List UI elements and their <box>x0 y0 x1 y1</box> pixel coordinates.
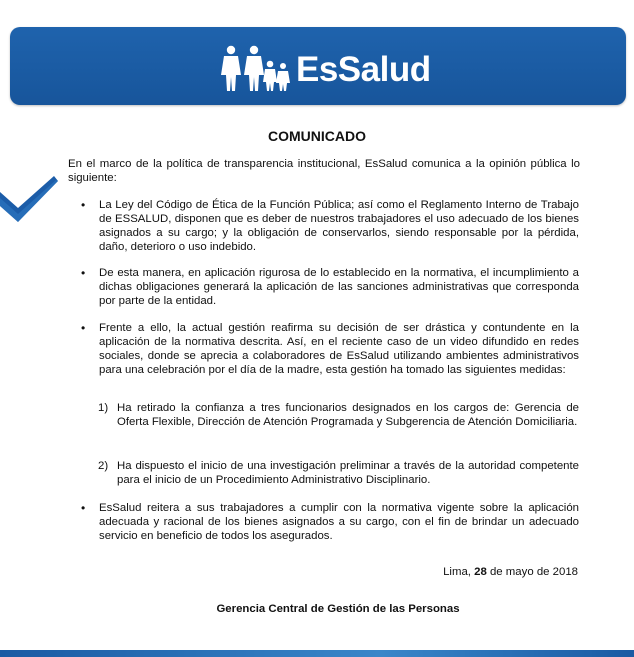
signature: Gerencia Central de Gestión de las Personas <box>216 603 460 615</box>
intro-paragraph: En el marco de la política de transparencia institucional, EsSalud comunica a la opinión pública lo siguiente: <box>68 158 580 184</box>
document-date <box>443 566 578 578</box>
bullet-marker: • <box>81 501 86 515</box>
bullet-marker: • <box>81 198 86 212</box>
date-suffix: de mayo de 2018 <box>486 566 578 578</box>
bullet-marker: • <box>81 321 86 335</box>
measure-number-1: 1) <box>98 402 109 414</box>
brand-name: EsSalud <box>296 50 431 89</box>
measure-item-2: Ha dispuesto el inicio de una investigación preliminar a través de la autoridad competente para el inicio de un Procedimiento Administrativo Disciplinario. <box>117 460 579 486</box>
checkmark-icon <box>0 172 60 228</box>
family-icon <box>220 45 292 91</box>
date-prefix: Lima, <box>443 566 475 578</box>
bullet-marker: • <box>81 266 86 280</box>
bullet-item-2: De esta manera, en aplicación rigurosa de lo establecido en la normativa, el incumplimiento a dichas obligaciones generará la aplicación de las sanciones administrativas que corresponda por parte de la entidad. <box>99 267 579 307</box>
bullet-item-1: La Ley del Código de Ética de la Función Pública; así como el Reglamento Interno de Trabajo de ESSALUD, disponen que es deber de nuestros trabajadores el uso adecuado de los bienes asignados a su cargo; y la obligación de conservarlos, siendo responsable por la pérdida, daño, deterioro o uso indebido. <box>99 199 579 253</box>
footer-bar <box>0 650 634 657</box>
measure-item-1: Ha retirado la confianza a tres funcionarios designados en los cargos de: Gerencia de Oferta Flexible, Dirección de Atención Programada y Subgerencia de Atención Domiciliaria. <box>117 402 579 428</box>
bullet-item-3: Frente a ello, la actual gestión reafirma su decisión de ser drástica y contundente en la aplicación de la normativa descrita. Así, en el reciente caso de un video difundido en redes sociales, donde se aprecia a colaboradores de EsSalud utilizando ambientes administrativos para una celebración por el día de la madre, esta gestión ha tomado las siguientes medidas: <box>99 322 579 376</box>
essalud-logo <box>220 44 431 92</box>
document-title: COMUNICADO <box>268 128 366 144</box>
date-day: 28 <box>474 566 487 578</box>
bullet-item-4: EsSalud reitera a sus trabajadores a cumplir con la normativa vigente sobre la aplicación adecuada y racional de los bienes asignados a su cargo, con el fin de brindar un adecuado servicio en beneficio de todos los asegurados. <box>99 502 579 542</box>
measure-number-2: 2) <box>98 460 109 472</box>
